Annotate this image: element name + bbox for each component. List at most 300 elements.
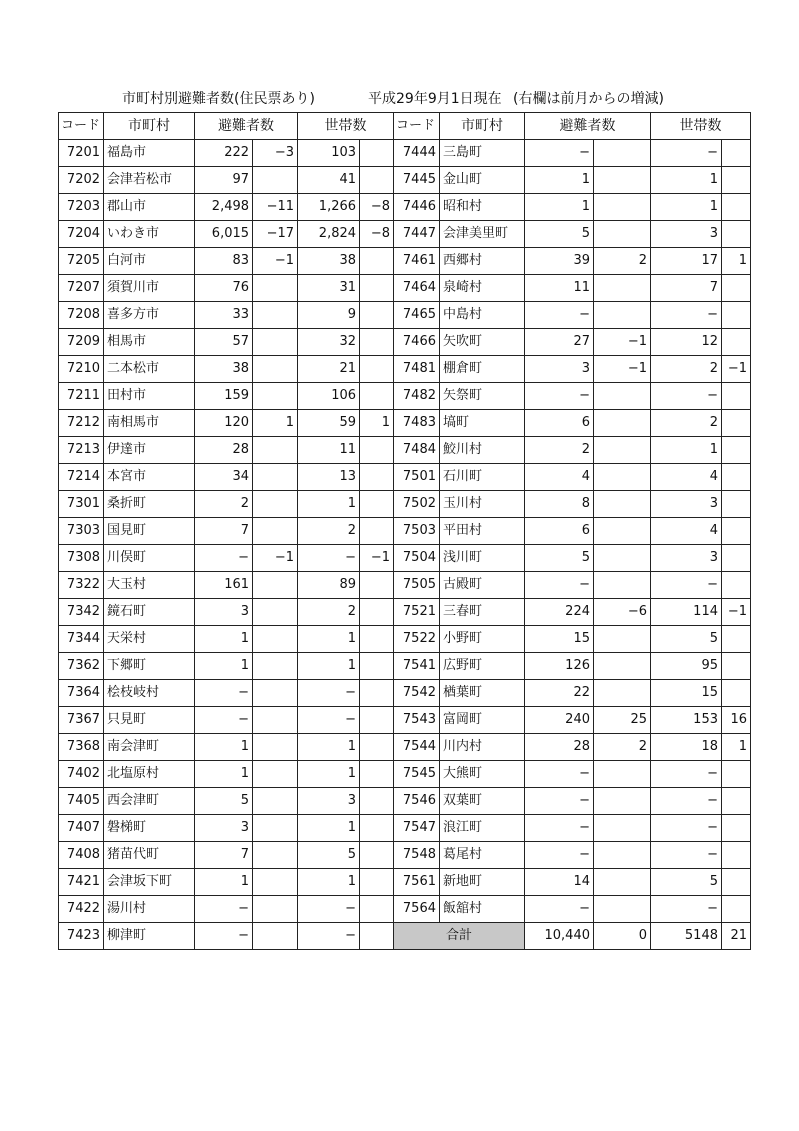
row-code: 7481 (394, 356, 440, 383)
row-households: 3 (298, 788, 360, 815)
row-households-change (360, 356, 394, 383)
row-code: 7543 (394, 707, 440, 734)
row-municipality: 中島村 (440, 302, 525, 329)
row-evacuees: 38 (195, 356, 253, 383)
table-row (59, 626, 394, 653)
row-households: 2 (651, 356, 722, 383)
row-code: 7466 (394, 329, 440, 356)
row-evacuees-change (253, 626, 298, 653)
row-evacuees-change (594, 464, 651, 491)
row-municipality: 玉川村 (440, 491, 525, 518)
table-row (394, 194, 751, 221)
row-code: 7545 (394, 761, 440, 788)
row-evacuees: − (525, 788, 594, 815)
row-evacuees: 3 (195, 815, 253, 842)
table-row (394, 896, 751, 923)
row-evacuees-change: −1 (253, 545, 298, 572)
row-households-change (722, 896, 751, 923)
table-row (394, 707, 751, 734)
row-municipality: いわき市 (104, 221, 195, 248)
row-evacuees: − (195, 896, 253, 923)
row-municipality: 浅川町 (440, 545, 525, 572)
row-evacuees: 28 (195, 437, 253, 464)
row-households-change (722, 221, 751, 248)
row-municipality: 郡山市 (104, 194, 195, 221)
row-evacuees-change (594, 572, 651, 599)
row-households: 2 (298, 599, 360, 626)
row-households-change (722, 329, 751, 356)
row-households-change (722, 545, 751, 572)
row-households-change: 16 (722, 707, 751, 734)
row-evacuees-change (594, 680, 651, 707)
row-municipality: 白河市 (104, 248, 195, 275)
row-households: 3 (651, 221, 722, 248)
row-households: 32 (298, 329, 360, 356)
table-row (394, 383, 751, 410)
row-households-change (360, 896, 394, 923)
row-evacuees: 28 (525, 734, 594, 761)
table-row (394, 329, 751, 356)
row-evacuees-change: −3 (253, 140, 298, 167)
row-municipality: 鮫川村 (440, 437, 525, 464)
row-households: 9 (298, 302, 360, 329)
table-row (394, 815, 751, 842)
row-municipality: 桑折町 (104, 491, 195, 518)
row-code: 7561 (394, 869, 440, 896)
row-code: 7547 (394, 815, 440, 842)
header-code: コード (394, 113, 440, 140)
row-municipality: 棚倉町 (440, 356, 525, 383)
row-households-change (360, 302, 394, 329)
row-households: 13 (298, 464, 360, 491)
row-municipality: 西郷村 (440, 248, 525, 275)
row-households-change (360, 815, 394, 842)
row-municipality: 田村市 (104, 383, 195, 410)
row-evacuees-change (253, 653, 298, 680)
table-row (394, 653, 751, 680)
table-row (394, 275, 751, 302)
row-evacuees-change (594, 302, 651, 329)
row-households: 1 (298, 626, 360, 653)
table-row (394, 356, 751, 383)
row-households-change: −1 (360, 545, 394, 572)
row-households-change (722, 572, 751, 599)
table-row (394, 680, 751, 707)
row-code: 7405 (59, 788, 104, 815)
table-row (394, 869, 751, 896)
row-code: 7482 (394, 383, 440, 410)
table-row (394, 464, 751, 491)
row-evacuees-change: 1 (253, 410, 298, 437)
row-evacuees: 39 (525, 248, 594, 275)
row-municipality: 塙町 (440, 410, 525, 437)
row-municipality: 石川町 (440, 464, 525, 491)
table-row (59, 275, 394, 302)
row-evacuees: 34 (195, 464, 253, 491)
row-evacuees-change (594, 221, 651, 248)
row-evacuees: 3 (525, 356, 594, 383)
title-note: (右欄は前月からの増減) (513, 91, 664, 107)
row-code: 7367 (59, 707, 104, 734)
row-code: 7205 (59, 248, 104, 275)
row-evacuees: 5 (195, 788, 253, 815)
row-evacuees: − (525, 896, 594, 923)
row-evacuees-change (594, 545, 651, 572)
row-households: 11 (298, 437, 360, 464)
row-households-change (360, 842, 394, 869)
row-code: 7522 (394, 626, 440, 653)
row-evacuees-change (594, 410, 651, 437)
evacuee-table-right (393, 112, 751, 950)
table-row (59, 680, 394, 707)
row-code: 7208 (59, 302, 104, 329)
row-municipality: 国見町 (104, 518, 195, 545)
table-row (394, 572, 751, 599)
table-row (394, 221, 751, 248)
table-row (59, 140, 394, 167)
title-main: 市町村別避難者数(住民票あり) (122, 91, 315, 107)
row-code: 7501 (394, 464, 440, 491)
row-evacuees: − (195, 923, 253, 950)
row-evacuees-change (253, 437, 298, 464)
row-evacuees: 126 (525, 653, 594, 680)
row-households: 1,266 (298, 194, 360, 221)
row-households-change: 1 (722, 734, 751, 761)
row-municipality: 三春町 (440, 599, 525, 626)
row-households-change (360, 140, 394, 167)
row-evacuees-change (253, 302, 298, 329)
row-evacuees: 5 (525, 221, 594, 248)
row-municipality: 鏡石町 (104, 599, 195, 626)
row-municipality: 北塩原村 (104, 761, 195, 788)
row-households: 5 (651, 626, 722, 653)
row-evacuees-change (253, 680, 298, 707)
row-code: 7303 (59, 518, 104, 545)
table-row (394, 167, 751, 194)
row-households: 15 (651, 680, 722, 707)
row-households-change (722, 869, 751, 896)
row-code: 7364 (59, 680, 104, 707)
row-municipality: 金山町 (440, 167, 525, 194)
total-evacuees-change: 0 (594, 923, 651, 950)
row-households-change (360, 464, 394, 491)
table-row (59, 815, 394, 842)
row-evacuees: − (195, 707, 253, 734)
total-label: 合計 (394, 923, 525, 950)
row-evacuees: 6 (525, 410, 594, 437)
row-evacuees-change (594, 761, 651, 788)
row-evacuees: 7 (195, 518, 253, 545)
row-code: 7484 (394, 437, 440, 464)
row-municipality: 会津美里町 (440, 221, 525, 248)
table-row (59, 302, 394, 329)
row-evacuees: 1 (195, 626, 253, 653)
table-row (59, 896, 394, 923)
row-households-change (722, 518, 751, 545)
header-households: 世帯数 (298, 113, 394, 140)
row-evacuees-change (253, 329, 298, 356)
row-evacuees: 161 (195, 572, 253, 599)
row-code: 7402 (59, 761, 104, 788)
total-evacuees: 10,440 (525, 923, 594, 950)
row-municipality: 広野町 (440, 653, 525, 680)
row-evacuees-change (253, 842, 298, 869)
row-evacuees: − (195, 680, 253, 707)
row-households: 18 (651, 734, 722, 761)
row-evacuees-change (253, 518, 298, 545)
row-code: 7464 (394, 275, 440, 302)
table-row (394, 491, 751, 518)
row-households: − (651, 815, 722, 842)
row-code: 7461 (394, 248, 440, 275)
row-households: 153 (651, 707, 722, 734)
row-households: 17 (651, 248, 722, 275)
row-households: 41 (298, 167, 360, 194)
header-evacuees: 避難者数 (525, 113, 651, 140)
header-municipality: 市町村 (104, 113, 195, 140)
row-code: 7446 (394, 194, 440, 221)
row-households-change (360, 599, 394, 626)
row-households: 1 (298, 653, 360, 680)
row-evacuees: 3 (195, 599, 253, 626)
row-households: 106 (298, 383, 360, 410)
row-evacuees: − (525, 572, 594, 599)
row-households: 2 (298, 518, 360, 545)
row-evacuees-change (594, 437, 651, 464)
row-evacuees: 2 (525, 437, 594, 464)
table-row (394, 761, 751, 788)
row-code: 7504 (394, 545, 440, 572)
row-evacuees: 22 (525, 680, 594, 707)
row-evacuees: − (195, 545, 253, 572)
evacuee-table-left (58, 112, 394, 950)
row-code: 7214 (59, 464, 104, 491)
row-households: 89 (298, 572, 360, 599)
row-evacuees-change (594, 842, 651, 869)
row-evacuees-change (253, 383, 298, 410)
table-row (59, 734, 394, 761)
row-municipality: 須賀川市 (104, 275, 195, 302)
row-evacuees: 7 (195, 842, 253, 869)
table-row (394, 248, 751, 275)
row-households-change (360, 923, 394, 950)
row-municipality: 富岡町 (440, 707, 525, 734)
row-municipality: 新地町 (440, 869, 525, 896)
row-evacuees-change: −1 (594, 356, 651, 383)
table-row (394, 140, 751, 167)
header-municipality: 市町村 (440, 113, 525, 140)
row-evacuees: 222 (195, 140, 253, 167)
row-municipality: 小野町 (440, 626, 525, 653)
row-code: 7408 (59, 842, 104, 869)
row-municipality: 浪江町 (440, 815, 525, 842)
row-households-change: −8 (360, 221, 394, 248)
row-households: − (651, 572, 722, 599)
row-evacuees: 57 (195, 329, 253, 356)
row-households-change (360, 275, 394, 302)
table-row (394, 545, 751, 572)
row-code: 7204 (59, 221, 104, 248)
row-code: 7423 (59, 923, 104, 950)
row-code: 7503 (394, 518, 440, 545)
row-households-change (360, 734, 394, 761)
row-code: 7544 (394, 734, 440, 761)
row-evacuees-change (594, 491, 651, 518)
row-households-change (360, 518, 394, 545)
row-evacuees-change: 25 (594, 707, 651, 734)
row-evacuees-change (594, 167, 651, 194)
row-evacuees-change: 2 (594, 734, 651, 761)
row-municipality: 磐梯町 (104, 815, 195, 842)
row-code: 7421 (59, 869, 104, 896)
row-municipality: 本宮市 (104, 464, 195, 491)
row-evacuees: 1 (195, 653, 253, 680)
row-code: 7342 (59, 599, 104, 626)
row-evacuees-change (594, 383, 651, 410)
row-municipality: 会津若松市 (104, 167, 195, 194)
row-households: 12 (651, 329, 722, 356)
row-code: 7548 (394, 842, 440, 869)
row-households-change (722, 167, 751, 194)
row-evacuees: 27 (525, 329, 594, 356)
row-municipality: 双葉町 (440, 788, 525, 815)
table-row (59, 464, 394, 491)
table-row (394, 626, 751, 653)
row-evacuees-change (253, 464, 298, 491)
row-households: 1 (651, 437, 722, 464)
table-row (59, 383, 394, 410)
row-code: 7502 (394, 491, 440, 518)
row-code: 7505 (394, 572, 440, 599)
row-evacuees: 1 (525, 167, 594, 194)
row-households: − (651, 761, 722, 788)
row-evacuees-change (253, 788, 298, 815)
row-municipality: 矢吹町 (440, 329, 525, 356)
row-households: 114 (651, 599, 722, 626)
row-households-change (722, 302, 751, 329)
row-households-change (360, 626, 394, 653)
row-households-change (722, 626, 751, 653)
row-evacuees: 1 (195, 761, 253, 788)
row-households: 5 (651, 869, 722, 896)
row-municipality: 只見町 (104, 707, 195, 734)
row-code: 7445 (394, 167, 440, 194)
row-evacuees-change (594, 518, 651, 545)
row-evacuees: 6,015 (195, 221, 253, 248)
row-municipality: 二本松市 (104, 356, 195, 383)
row-evacuees-change (594, 194, 651, 221)
row-code: 7322 (59, 572, 104, 599)
row-code: 7344 (59, 626, 104, 653)
row-municipality: 湯川村 (104, 896, 195, 923)
row-evacuees: 8 (525, 491, 594, 518)
row-evacuees: 6 (525, 518, 594, 545)
row-code: 7211 (59, 383, 104, 410)
row-households-change (360, 653, 394, 680)
row-evacuees: 14 (525, 869, 594, 896)
row-evacuees-change: −11 (253, 194, 298, 221)
table-row (59, 545, 394, 572)
row-households: 1 (298, 761, 360, 788)
row-households: − (651, 140, 722, 167)
row-households-change (722, 653, 751, 680)
row-households: 95 (651, 653, 722, 680)
row-evacuees: 11 (525, 275, 594, 302)
row-evacuees: 2 (195, 491, 253, 518)
row-households-change: 1 (360, 410, 394, 437)
table-row (59, 923, 394, 950)
table-row (59, 653, 394, 680)
row-evacuees: 1 (195, 734, 253, 761)
table-row (59, 869, 394, 896)
table-row (394, 599, 751, 626)
table-row (394, 734, 751, 761)
row-code: 7212 (59, 410, 104, 437)
row-evacuees-change (594, 896, 651, 923)
row-evacuees: 76 (195, 275, 253, 302)
row-municipality: 会津坂下町 (104, 869, 195, 896)
row-households-change (722, 383, 751, 410)
row-households: − (651, 383, 722, 410)
row-evacuees-change (253, 896, 298, 923)
row-households: 2,824 (298, 221, 360, 248)
row-households: 4 (651, 518, 722, 545)
row-code: 7521 (394, 599, 440, 626)
row-evacuees-change (253, 815, 298, 842)
header-evacuees: 避難者数 (195, 113, 298, 140)
row-households: − (651, 896, 722, 923)
row-households-change (722, 761, 751, 788)
row-municipality: 川内村 (440, 734, 525, 761)
row-code: 7202 (59, 167, 104, 194)
row-households-change (360, 869, 394, 896)
row-municipality: 川俣町 (104, 545, 195, 572)
row-municipality: 下郷町 (104, 653, 195, 680)
row-evacuees: − (525, 383, 594, 410)
row-municipality: 南会津町 (104, 734, 195, 761)
row-evacuees-change (594, 869, 651, 896)
row-code: 7541 (394, 653, 440, 680)
row-municipality: 大熊町 (440, 761, 525, 788)
row-evacuees-change (253, 869, 298, 896)
row-code: 7301 (59, 491, 104, 518)
row-households-change (360, 788, 394, 815)
row-municipality: 葛尾村 (440, 842, 525, 869)
row-evacuees: 240 (525, 707, 594, 734)
total-row (394, 923, 751, 950)
row-evacuees-change (253, 356, 298, 383)
row-municipality: 相馬市 (104, 329, 195, 356)
row-households-change (722, 464, 751, 491)
row-evacuees-change (253, 275, 298, 302)
row-households: 1 (298, 815, 360, 842)
document-title (0, 88, 799, 108)
row-households: 21 (298, 356, 360, 383)
row-evacuees-change (594, 626, 651, 653)
row-evacuees-change (253, 734, 298, 761)
row-evacuees-change (253, 491, 298, 518)
row-code: 7207 (59, 275, 104, 302)
row-households: 1 (298, 869, 360, 896)
row-evacuees: 1 (525, 194, 594, 221)
row-evacuees-change: 2 (594, 248, 651, 275)
table-row (59, 599, 394, 626)
row-code: 7546 (394, 788, 440, 815)
row-evacuees: 120 (195, 410, 253, 437)
row-households: − (298, 680, 360, 707)
row-evacuees: 83 (195, 248, 253, 275)
row-households-change: −1 (722, 599, 751, 626)
